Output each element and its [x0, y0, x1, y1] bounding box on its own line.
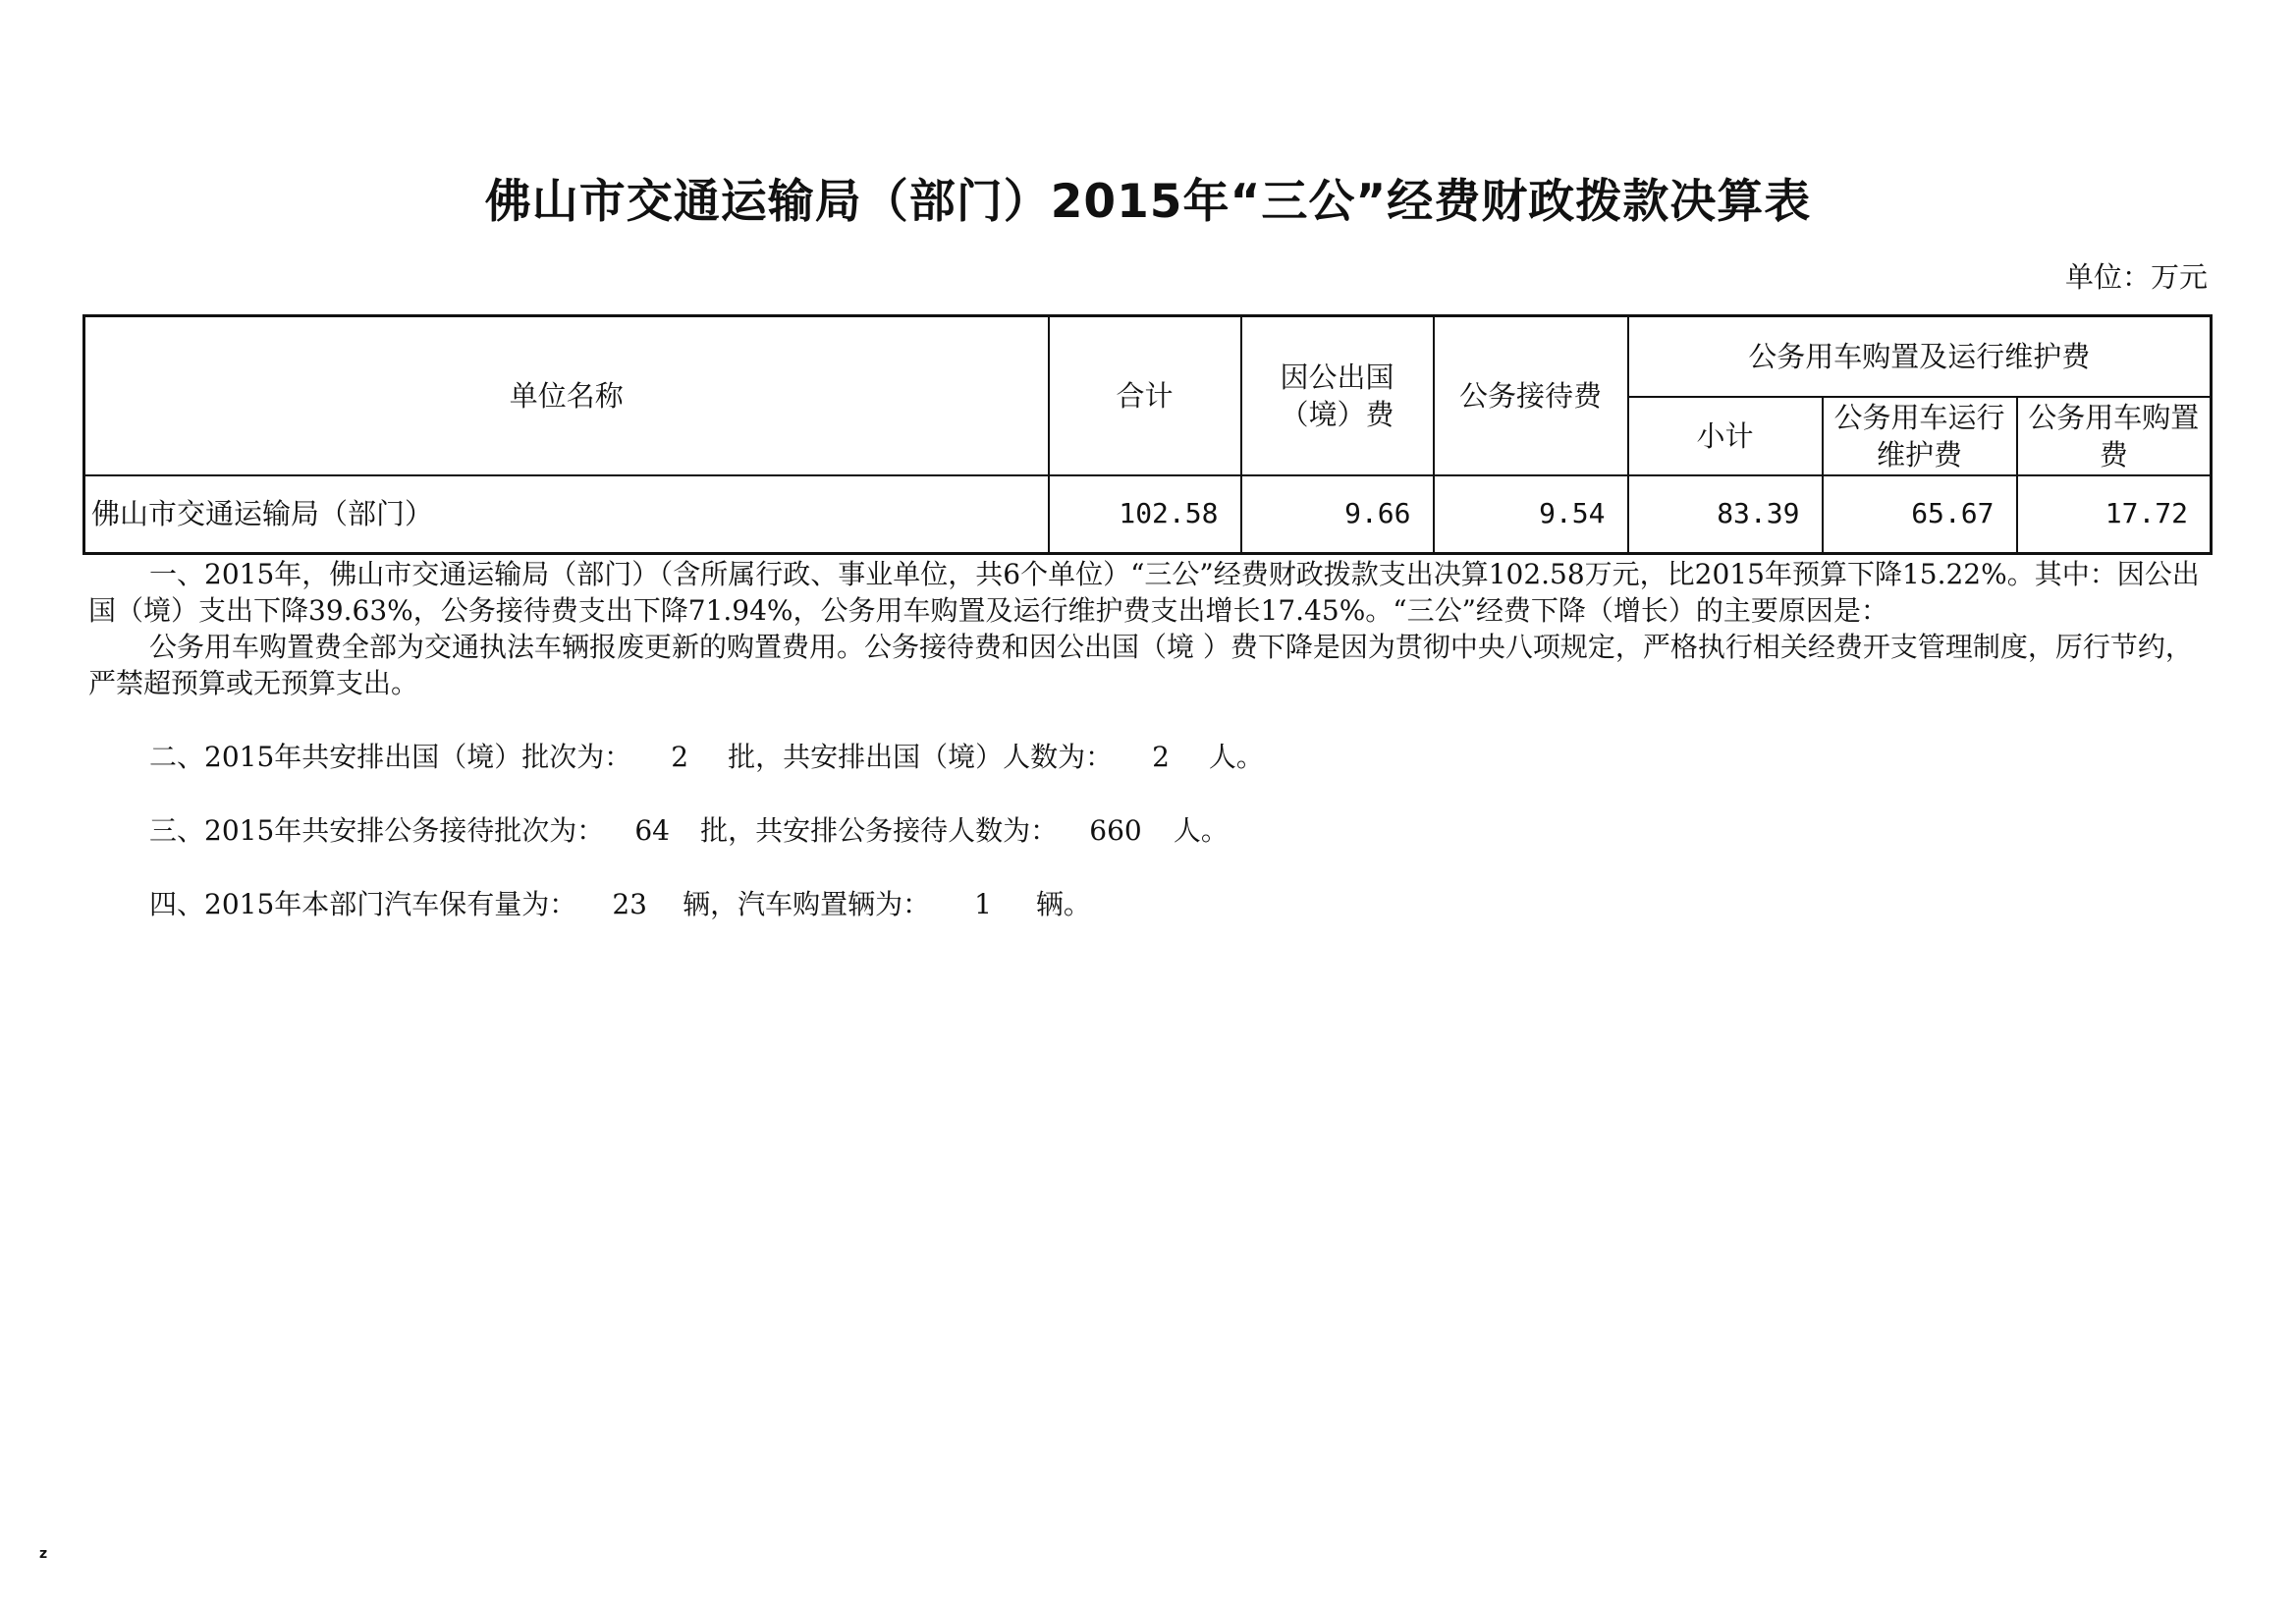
header-reception: 公务接待费	[1434, 316, 1628, 475]
header-overseas-label: 因公出国（境）费	[1280, 360, 1394, 431]
header-vehicle-purchase: 公务用车购置费	[2017, 397, 2212, 475]
header-vehicle-group: 公务用车购置及运行维护费	[1628, 316, 2212, 397]
note-vehicles	[88, 886, 2200, 922]
cell-overseas: 9.66	[1241, 475, 1434, 554]
note-overseas-suffix: 人。	[1208, 741, 1264, 773]
page-title: 佛山市交通运输局（部门）2015年“三公”经费财政拨款决算表	[484, 175, 1812, 229]
note-overseas-trips	[88, 739, 2200, 775]
note-vehicles-mid: 辆，汽车购置辆为：	[683, 888, 931, 920]
margin-mark: z	[39, 1546, 48, 1562]
cell-vehicle-subtotal: 83.39	[1628, 475, 1823, 554]
note-reception	[88, 812, 2200, 849]
note-overseas-batches: 2	[671, 741, 689, 773]
note-overseas-mid: 批，共安排出国（境）人数为：	[728, 741, 1114, 773]
note-vehicles-prefix: 四、2015年本部门汽车保有量为：	[149, 888, 577, 920]
header-vehicle-subtotal: 小计	[1628, 397, 1823, 475]
table-row	[84, 475, 2212, 554]
cell-reception: 9.54	[1434, 475, 1628, 554]
note-vehicles-count: 23	[612, 888, 647, 920]
cell-vehicle-purchase: 17.72	[2017, 475, 2212, 554]
note-paragraph-2: 公务用车购置费全部为交通执法车辆报废更新的购置费用。公务接待费和因公出国（境 ）费下降是因为贯彻中央八项规定，严格执行相关经费开支管理制度，厉行节约，严禁超预算或无预算支出。	[88, 631, 2193, 699]
note-paragraph-1: 一、2015年，佛山市交通运输局（部门）（含所属行政、事业单位，共6个单位）“三公”经费财政拨款支出决算102.58万元，比2015年预算下降15.22%。其中：因公出国（境）支出下降39.63%，公务接待费支出下降71.94%，公务用车购置及运行维护费支出增长17.45%。“三公”经费下降（增长）的主要原因是：	[88, 558, 2200, 627]
cell-total: 102.58	[1049, 475, 1241, 554]
cell-vehicle-operation: 65.67	[1823, 475, 2017, 554]
note-reception-prefix: 三、2015年共安排公务接待批次为：	[149, 814, 605, 847]
header-vehicle-operation: 公务用车运行维护费	[1823, 397, 2017, 475]
note-overseas-prefix: 二、2015年共安排出国（境）批次为：	[149, 741, 632, 773]
cell-unit-name: 佛山市交通运输局（部门）	[84, 475, 1049, 554]
unit-label: 单位：万元	[2064, 260, 2208, 294]
note-reception-mid: 批，共安排公务接待人数为：	[700, 814, 1059, 847]
note-reception-batches: 64	[634, 814, 670, 847]
expense-table	[82, 314, 2213, 555]
note-vehicles-suffix: 辆。	[1035, 888, 1091, 920]
header-unit-name: 单位名称	[84, 316, 1049, 475]
header-total: 合计	[1049, 316, 1241, 475]
note-reception-people: 660	[1089, 814, 1142, 847]
header-overseas	[1241, 316, 1434, 475]
note-vehicles-purchased: 1	[974, 888, 992, 920]
notes-section	[88, 556, 2200, 922]
note-overseas-people: 2	[1152, 741, 1170, 773]
note-reception-suffix: 人。	[1173, 814, 1229, 847]
